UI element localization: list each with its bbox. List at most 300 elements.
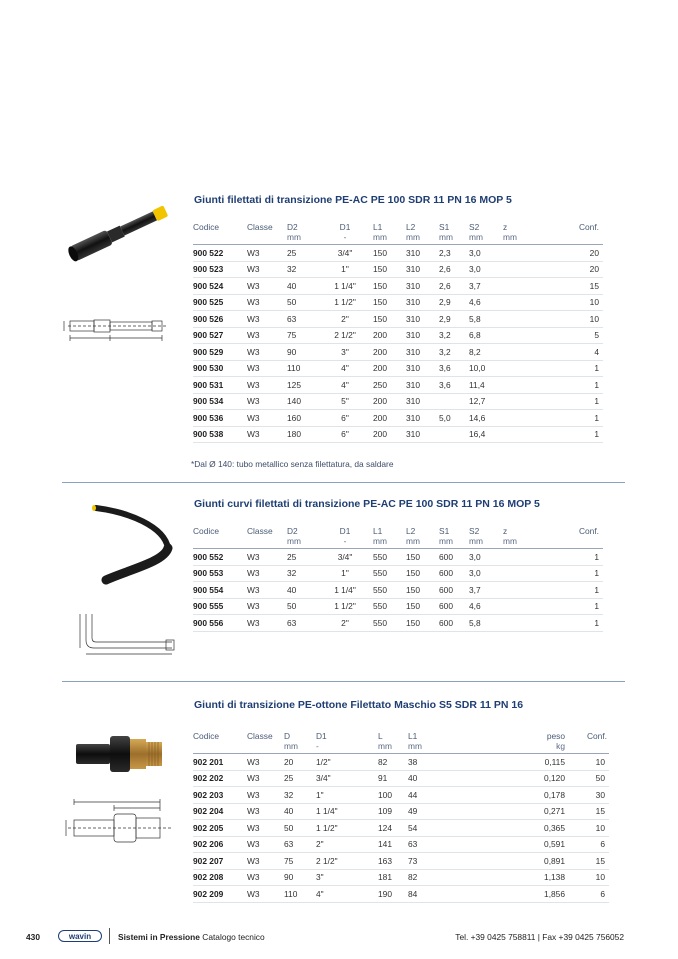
table-cell: 200 <box>373 393 406 410</box>
col-header: D2 mm <box>287 526 317 549</box>
table-cell: 6" <box>317 410 373 427</box>
table-cell <box>439 426 469 443</box>
pe-brass-transition-joint-photo <box>70 730 170 778</box>
table-cell <box>503 261 543 278</box>
table-cell: 0,591 <box>468 836 565 853</box>
table-cell: 38 <box>408 754 468 771</box>
table-cell: 1 1/4" <box>317 582 373 599</box>
table-cell: 1 <box>543 410 603 427</box>
product-code: 900 553 <box>193 565 247 582</box>
col-header: Conf. <box>565 731 609 754</box>
product-code: 902 204 <box>193 803 247 820</box>
table-cell: 150 <box>406 565 439 582</box>
section-divider <box>62 681 625 682</box>
table-cell: 600 <box>439 565 469 582</box>
table-cell: 600 <box>439 549 469 566</box>
table-cell: 6" <box>317 426 373 443</box>
table-cell: 30 <box>565 787 609 804</box>
product-code: 900 555 <box>193 598 247 615</box>
table-cell: 50 <box>284 820 316 837</box>
straight-transition-joint-photo <box>60 196 180 266</box>
table-cell: 25 <box>284 770 316 787</box>
table-cell: 310 <box>406 344 439 361</box>
table-cell: 310 <box>406 377 439 394</box>
page-footer <box>0 926 678 946</box>
table-cell: W3 <box>247 803 284 820</box>
table-cell: 16,4 <box>469 426 503 443</box>
table-cell: 2" <box>316 836 378 853</box>
section-1-title: Giunti filettati di transizione PE-AC PE 100 SDR 11 PN 16 MOP 5 <box>194 194 512 206</box>
table-cell: 150 <box>373 261 406 278</box>
table-cell: 1 <box>543 549 603 566</box>
table-cell: W3 <box>247 820 284 837</box>
section-divider <box>62 482 625 483</box>
table-cell <box>503 311 543 328</box>
table-cell: 1" <box>316 787 378 804</box>
table-cell: 1" <box>317 261 373 278</box>
table-cell: 200 <box>373 410 406 427</box>
table-cell: 4,6 <box>469 598 503 615</box>
table-cell: W3 <box>247 770 284 787</box>
col-header: S2 mm <box>469 526 503 549</box>
section-2-table <box>193 526 603 632</box>
table-cell: W3 <box>247 787 284 804</box>
table-cell: 5" <box>317 393 373 410</box>
table-cell: 6 <box>565 886 609 903</box>
table-cell: 5,8 <box>469 615 503 632</box>
table-cell: 150 <box>406 598 439 615</box>
table-cell: 84 <box>408 886 468 903</box>
table-cell: 150 <box>406 549 439 566</box>
table-cell <box>503 393 543 410</box>
table-row <box>193 344 603 361</box>
table-row <box>193 261 603 278</box>
table-cell: 1" <box>317 565 373 582</box>
table-cell: 1/2" <box>316 754 378 771</box>
table-cell <box>503 377 543 394</box>
section-3-table <box>193 731 609 903</box>
table-cell: 3/4" <box>317 549 373 566</box>
col-header: D1 - <box>317 222 373 245</box>
table-cell: 0,120 <box>468 770 565 787</box>
table-cell: 90 <box>284 869 316 886</box>
table-cell: 2 1/2" <box>316 853 378 870</box>
product-code: 900 526 <box>193 311 247 328</box>
product-code: 900 552 <box>193 549 247 566</box>
table-cell: W3 <box>247 836 284 853</box>
table-cell: 1 1/2" <box>317 294 373 311</box>
table-cell: 2,6 <box>439 261 469 278</box>
table-cell: 200 <box>373 327 406 344</box>
table-cell: 150 <box>373 311 406 328</box>
table-cell: 3,7 <box>469 582 503 599</box>
table-cell: 75 <box>287 327 317 344</box>
wavin-logo <box>58 930 102 944</box>
table-cell: 140 <box>287 393 317 410</box>
col-header: S2 mm <box>469 222 503 245</box>
table-cell: 8,2 <box>469 344 503 361</box>
table-cell: W3 <box>247 582 287 599</box>
contact-info: Tel. +39 0425 758811 | Fax +39 0425 756052 <box>455 932 624 942</box>
table-row <box>193 770 609 787</box>
table-cell: 40 <box>284 803 316 820</box>
table-cell: 150 <box>373 245 406 262</box>
table-cell <box>503 294 543 311</box>
curved-transition-joint-photo <box>88 496 184 588</box>
svg-text:wavin: wavin <box>68 932 92 941</box>
section-3-table-body <box>193 754 609 903</box>
table-row <box>193 393 603 410</box>
table-cell: 0,178 <box>468 787 565 804</box>
table-cell: 3,0 <box>469 565 503 582</box>
table-cell: 550 <box>373 549 406 566</box>
table-cell: 124 <box>378 820 408 837</box>
table-cell: 550 <box>373 615 406 632</box>
table-cell: 10 <box>565 754 609 771</box>
table-cell: 1,856 <box>468 886 565 903</box>
table-cell: 310 <box>406 311 439 328</box>
table-cell: W3 <box>247 311 287 328</box>
table-cell <box>503 615 543 632</box>
table-cell: 4" <box>317 360 373 377</box>
table-cell: 1 <box>543 615 603 632</box>
table-cell: 163 <box>378 853 408 870</box>
table-row <box>193 327 603 344</box>
table-cell <box>503 245 543 262</box>
table-row <box>193 869 609 886</box>
table-cell <box>503 598 543 615</box>
table-cell: 100 <box>378 787 408 804</box>
col-header: S1 mm <box>439 526 469 549</box>
table-cell: 25 <box>287 549 317 566</box>
table-row <box>193 886 609 903</box>
table-cell: W3 <box>247 853 284 870</box>
table-cell: 10,0 <box>469 360 503 377</box>
product-code: 900 522 <box>193 245 247 262</box>
table-cell: 190 <box>378 886 408 903</box>
product-code: 902 206 <box>193 836 247 853</box>
table-cell: W3 <box>247 344 287 361</box>
table-cell: W3 <box>247 615 287 632</box>
table-cell: 50 <box>287 598 317 615</box>
table-cell: 2,9 <box>439 311 469 328</box>
table-cell: 20 <box>543 261 603 278</box>
section-1-footnote: *Dal Ø 140: tubo metallico senza filettatura, da saldare <box>191 459 394 469</box>
table-cell: W3 <box>247 754 284 771</box>
table-cell: 2" <box>317 615 373 632</box>
table-cell: 20 <box>284 754 316 771</box>
table-row <box>193 294 603 311</box>
col-header: peso kg <box>468 731 565 754</box>
table-cell: 150 <box>406 615 439 632</box>
table-cell: W3 <box>247 549 287 566</box>
table-cell: 15 <box>565 853 609 870</box>
table-row <box>193 377 603 394</box>
table-cell: 310 <box>406 261 439 278</box>
table-cell: 4" <box>317 377 373 394</box>
table-cell: 310 <box>406 393 439 410</box>
col-header: L mm <box>378 731 408 754</box>
table-row <box>193 410 603 427</box>
col-header: z mm <box>503 526 543 549</box>
table-cell: 110 <box>284 886 316 903</box>
col-header: Codice <box>193 222 247 245</box>
table-cell: 63 <box>287 615 317 632</box>
table-cell: 40 <box>287 582 317 599</box>
table-cell: 6,8 <box>469 327 503 344</box>
table-cell: 1 1/4" <box>317 278 373 295</box>
table-cell: 550 <box>373 565 406 582</box>
table-cell: 15 <box>543 278 603 295</box>
table-header-row <box>193 731 609 754</box>
col-header: Codice <box>193 526 247 549</box>
table-row <box>193 278 603 295</box>
table-cell: 10 <box>565 820 609 837</box>
table-cell: 5,0 <box>439 410 469 427</box>
table-cell <box>503 410 543 427</box>
table-row <box>193 615 603 632</box>
table-cell: 49 <box>408 803 468 820</box>
product-code: 902 209 <box>193 886 247 903</box>
product-code: 902 207 <box>193 853 247 870</box>
table-cell: 3,0 <box>469 261 503 278</box>
table-cell: 15 <box>565 803 609 820</box>
table-cell: 310 <box>406 426 439 443</box>
table-cell: 3" <box>316 869 378 886</box>
table-cell <box>503 344 543 361</box>
table-cell: 63 <box>284 836 316 853</box>
table-cell: 3,0 <box>469 549 503 566</box>
table-cell: 310 <box>406 410 439 427</box>
col-header: z mm <box>503 222 543 245</box>
table-row <box>193 820 609 837</box>
table-cell: W3 <box>247 886 284 903</box>
table-cell: 25 <box>287 245 317 262</box>
table-cell: W3 <box>247 869 284 886</box>
table-row <box>193 754 609 771</box>
table-row <box>193 582 603 599</box>
table-header-row <box>193 526 603 549</box>
curved-joint-technical-drawing <box>72 610 180 656</box>
section-2-table-body <box>193 549 603 632</box>
table-cell <box>503 565 543 582</box>
col-header: Classe <box>247 526 287 549</box>
table-row <box>193 360 603 377</box>
col-header: D1 - <box>317 526 373 549</box>
table-row <box>193 853 609 870</box>
table-cell: 32 <box>287 261 317 278</box>
table-cell: 1 <box>543 582 603 599</box>
table-cell: 160 <box>287 410 317 427</box>
table-cell: 10 <box>543 311 603 328</box>
table-cell: 40 <box>408 770 468 787</box>
table-cell <box>503 426 543 443</box>
table-cell: 75 <box>284 853 316 870</box>
product-code: 900 527 <box>193 327 247 344</box>
table-cell: 1 1/2" <box>316 820 378 837</box>
table-cell: 200 <box>373 344 406 361</box>
table-cell: 32 <box>287 565 317 582</box>
table-cell: 2" <box>317 311 373 328</box>
table-cell: W3 <box>247 410 287 427</box>
page-number: 430 <box>26 932 40 942</box>
table-cell: W3 <box>247 294 287 311</box>
table-cell: 200 <box>373 426 406 443</box>
table-cell: 82 <box>408 869 468 886</box>
table-cell: 20 <box>543 245 603 262</box>
table-cell: 50 <box>287 294 317 311</box>
table-cell: 550 <box>373 582 406 599</box>
table-cell: 90 <box>287 344 317 361</box>
product-code: 900 530 <box>193 360 247 377</box>
table-cell: 4" <box>316 886 378 903</box>
table-cell: 250 <box>373 377 406 394</box>
table-cell <box>503 360 543 377</box>
product-code: 900 524 <box>193 278 247 295</box>
table-cell <box>503 278 543 295</box>
table-cell: 310 <box>406 327 439 344</box>
table-cell: 4,6 <box>469 294 503 311</box>
table-cell: 150 <box>406 582 439 599</box>
col-header: L1 mm <box>373 526 406 549</box>
table-cell: 82 <box>378 754 408 771</box>
table-cell: 181 <box>378 869 408 886</box>
table-row <box>193 311 603 328</box>
table-cell: 2,6 <box>439 278 469 295</box>
table-row <box>193 549 603 566</box>
catalog-label: Sistemi in Pressione Catalogo tecnico <box>118 932 265 942</box>
product-code: 900 523 <box>193 261 247 278</box>
col-header: D mm <box>284 731 316 754</box>
table-cell: W3 <box>247 377 287 394</box>
col-header: Conf. <box>543 222 603 245</box>
table-cell: 600 <box>439 598 469 615</box>
product-code: 902 208 <box>193 869 247 886</box>
table-cell: 1 <box>543 360 603 377</box>
table-cell: 3,2 <box>439 344 469 361</box>
table-cell: 141 <box>378 836 408 853</box>
product-code: 902 201 <box>193 754 247 771</box>
table-cell: 1 <box>543 426 603 443</box>
table-cell: 3" <box>317 344 373 361</box>
table-cell <box>439 393 469 410</box>
table-cell: 1 1/4" <box>316 803 378 820</box>
col-header: Classe <box>247 731 284 754</box>
straight-joint-technical-drawing <box>58 310 178 346</box>
product-code: 900 556 <box>193 615 247 632</box>
table-cell: 2,9 <box>439 294 469 311</box>
table-cell <box>503 582 543 599</box>
table-cell: 3,7 <box>469 278 503 295</box>
table-cell: 12,7 <box>469 393 503 410</box>
col-header: L2 mm <box>406 526 439 549</box>
table-cell: 1,138 <box>468 869 565 886</box>
col-header: S1 mm <box>439 222 469 245</box>
table-row <box>193 565 603 582</box>
col-header: Classe <box>247 222 287 245</box>
table-cell: 310 <box>406 294 439 311</box>
table-cell: 0,115 <box>468 754 565 771</box>
product-code: 902 202 <box>193 770 247 787</box>
table-cell: 1 <box>543 393 603 410</box>
table-cell: 40 <box>287 278 317 295</box>
table-cell: 32 <box>284 787 316 804</box>
product-code: 900 554 <box>193 582 247 599</box>
table-cell: 63 <box>287 311 317 328</box>
table-cell: 0,271 <box>468 803 565 820</box>
table-cell: 3,2 <box>439 327 469 344</box>
table-cell: 4 <box>543 344 603 361</box>
table-cell: 2 1/2" <box>317 327 373 344</box>
table-cell: 600 <box>439 615 469 632</box>
table-cell: 3,6 <box>439 360 469 377</box>
table-header-row <box>193 222 603 245</box>
table-cell: 600 <box>439 582 469 599</box>
table-cell: W3 <box>247 426 287 443</box>
table-row <box>193 803 609 820</box>
table-cell: 10 <box>565 869 609 886</box>
table-cell: 310 <box>406 278 439 295</box>
table-cell: 44 <box>408 787 468 804</box>
table-cell: 50 <box>565 770 609 787</box>
table-row <box>193 836 609 853</box>
table-cell: 310 <box>406 245 439 262</box>
table-cell: W3 <box>247 565 287 582</box>
table-cell: 11,4 <box>469 377 503 394</box>
table-cell: 73 <box>408 853 468 870</box>
col-header: Conf. <box>543 526 603 549</box>
table-cell: 1 <box>543 377 603 394</box>
table-cell: 1 1/2" <box>317 598 373 615</box>
table-cell: 125 <box>287 377 317 394</box>
section-1-table <box>193 222 603 443</box>
table-cell: 1 <box>543 598 603 615</box>
table-cell: 10 <box>543 294 603 311</box>
col-header: L2 mm <box>406 222 439 245</box>
table-cell: 91 <box>378 770 408 787</box>
col-header: D1 - <box>316 731 378 754</box>
table-cell: 6 <box>565 836 609 853</box>
table-cell: 109 <box>378 803 408 820</box>
table-cell: 3/4" <box>316 770 378 787</box>
product-code: 900 529 <box>193 344 247 361</box>
table-row <box>193 598 603 615</box>
table-cell <box>503 549 543 566</box>
product-code: 902 203 <box>193 787 247 804</box>
product-code: 900 536 <box>193 410 247 427</box>
product-code: 900 531 <box>193 377 247 394</box>
table-cell: 0,365 <box>468 820 565 837</box>
pe-brass-joint-technical-drawing <box>60 796 180 850</box>
table-cell: 3,6 <box>439 377 469 394</box>
table-row <box>193 426 603 443</box>
table-cell: 180 <box>287 426 317 443</box>
section-2-title: Giunti curvi filettati di transizione PE-AC PE 100 SDR 11 PN 16 MOP 5 <box>194 498 540 510</box>
product-code: 900 538 <box>193 426 247 443</box>
table-cell: 1 <box>543 565 603 582</box>
table-cell: 150 <box>373 278 406 295</box>
product-code: 902 205 <box>193 820 247 837</box>
section-3-title: Giunti di transizione PE-ottone Filettato Maschio S5 SDR 11 PN 16 <box>194 699 524 711</box>
table-row <box>193 245 603 262</box>
table-cell: 3/4" <box>317 245 373 262</box>
table-cell: W3 <box>247 393 287 410</box>
col-header: L1 mm <box>373 222 406 245</box>
product-code: 900 534 <box>193 393 247 410</box>
table-cell: 200 <box>373 360 406 377</box>
table-cell: 5 <box>543 327 603 344</box>
table-cell: 2,3 <box>439 245 469 262</box>
